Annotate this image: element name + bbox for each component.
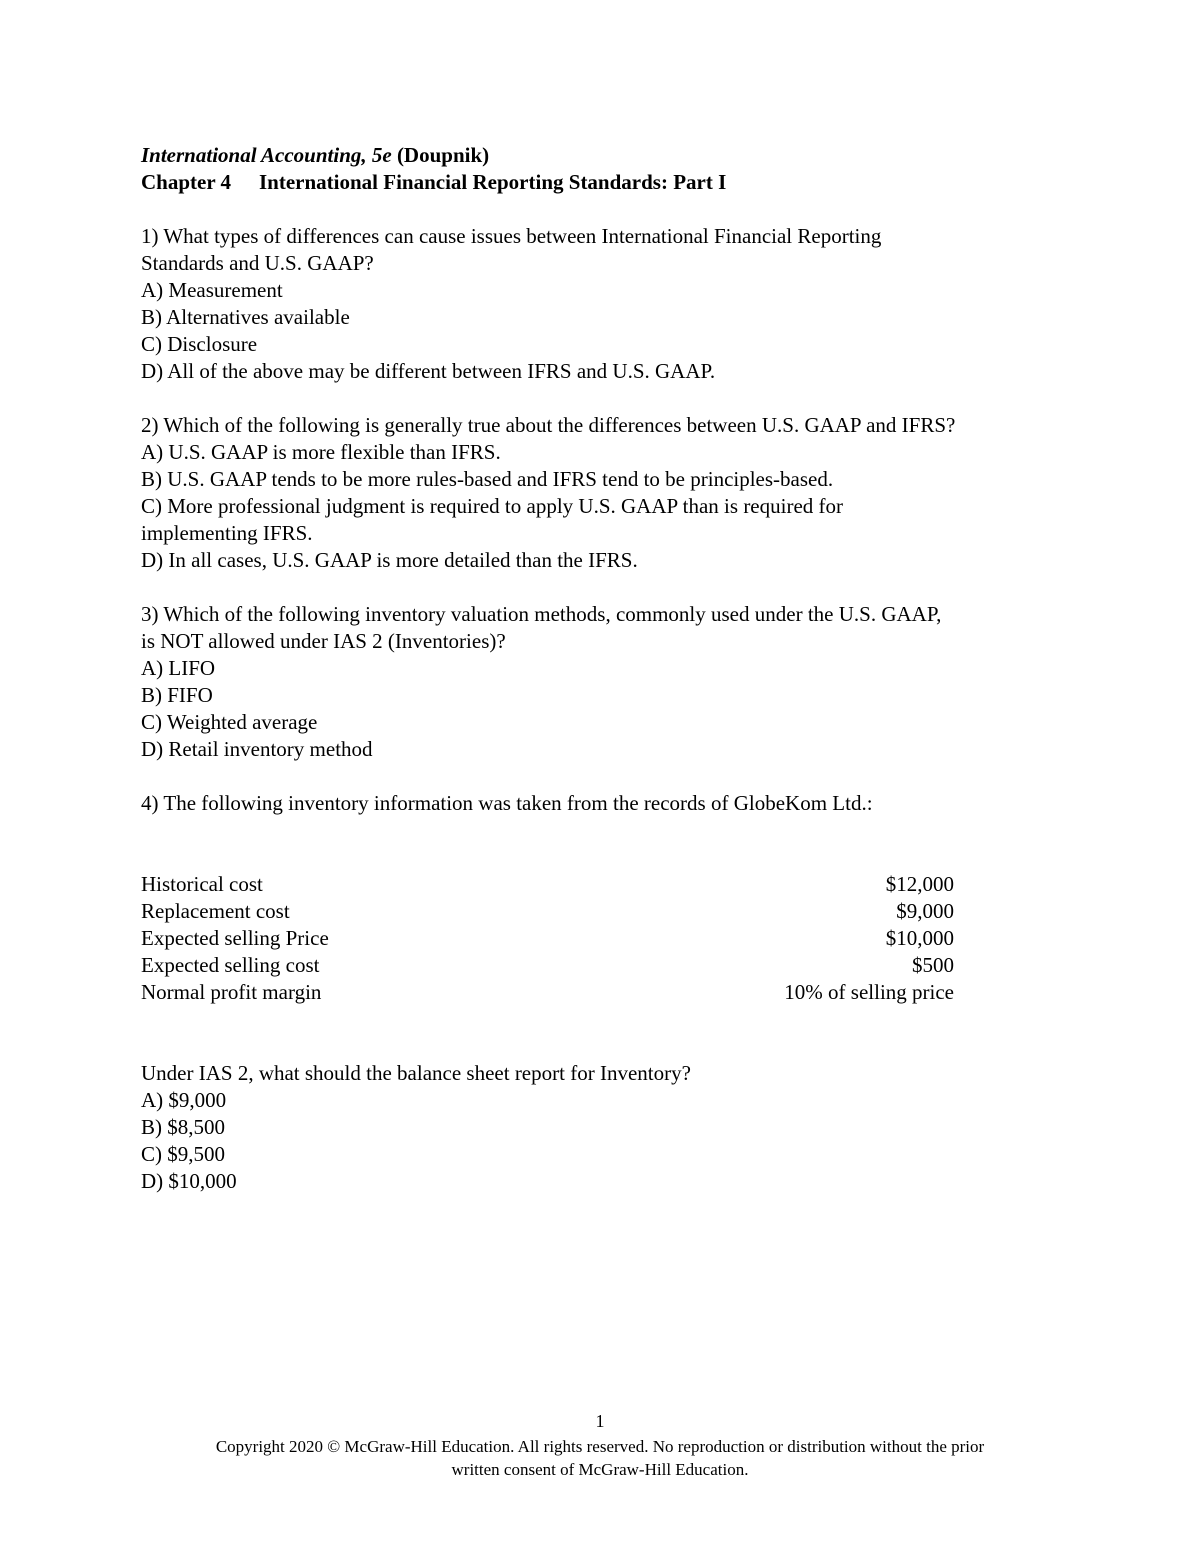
answer-option: A) $9,000 — [141, 1088, 227, 1112]
book-title-line — [141, 142, 1101, 169]
inventory-table — [141, 871, 954, 1006]
answer-option-continuation: implementing IFRS. — [141, 521, 313, 545]
answer-option: A) LIFO — [141, 656, 216, 680]
row-value: $10,000 — [885, 926, 954, 950]
answer-option: A) U.S. GAAP is more flexible than IFRS. — [141, 440, 501, 464]
row-label: Replacement cost — [141, 899, 290, 923]
table-row — [141, 925, 954, 952]
table-row — [141, 952, 954, 979]
question-followup: Under IAS 2, what should the balance sheet report for Inventory? — [141, 1061, 691, 1085]
question-1 — [141, 223, 1101, 385]
answer-option: B) U.S. GAAP tends to be more rules-based and IFRS tend to be principles-based. — [141, 467, 834, 491]
chapter-label: Chapter 4 — [141, 170, 232, 194]
book-title: International Accounting, 5e — [141, 143, 392, 167]
copyright-notice-continued: written consent of McGraw-Hill Education. — [451, 1460, 749, 1479]
question-stem: Standards and U.S. GAAP? — [141, 251, 374, 275]
page-number: 1 — [595, 1411, 605, 1431]
answer-option: D) All of the above may be different between IFRS and U.S. GAAP. — [141, 359, 716, 383]
row-value: $9,000 — [896, 899, 954, 923]
chapter-title: International Financial Reporting Standards: Part I — [259, 170, 727, 194]
chapter-heading — [141, 169, 1101, 196]
answer-option: D) $10,000 — [141, 1169, 237, 1193]
table-row — [141, 871, 954, 898]
question-stem: 4) The following inventory information was taken from the records of GlobeKom Ltd.: — [141, 791, 873, 815]
document-body — [141, 142, 1101, 1195]
copyright-notice: Copyright 2020 © McGraw-Hill Education. All rights reserved. No reproduction or distribution without the prior — [215, 1437, 985, 1456]
row-value: 10% of selling price — [784, 980, 954, 1004]
answer-option: D) Retail inventory method — [141, 737, 373, 761]
question-stem: 3) Which of the following inventory valuation methods, commonly used under the U.S. GAAP, — [141, 602, 942, 626]
question-3 — [141, 601, 1101, 763]
question-4 — [141, 790, 1101, 1195]
answer-option: C) Disclosure — [141, 332, 258, 356]
question-stem: is NOT allowed under IAS 2 (Inventories)? — [141, 629, 506, 653]
answer-option: C) More professional judgment is required to apply U.S. GAAP than is required for — [141, 494, 844, 518]
answer-option: A) Measurement — [141, 278, 283, 302]
question-stem: 1) What types of differences can cause issues between International Financial Reporting — [141, 224, 882, 248]
row-value: $500 — [912, 953, 954, 977]
row-value: $12,000 — [885, 872, 954, 896]
row-label: Expected selling Price — [141, 926, 329, 950]
answer-option: D) In all cases, U.S. GAAP is more detailed than the IFRS. — [141, 548, 638, 572]
page-footer — [0, 1410, 1200, 1481]
question-2 — [141, 412, 1101, 574]
row-label: Expected selling cost — [141, 953, 320, 977]
answer-option: B) FIFO — [141, 683, 213, 707]
answer-option: C) $9,500 — [141, 1142, 225, 1166]
answer-option: B) Alternatives available — [141, 305, 350, 329]
table-row — [141, 979, 954, 1006]
row-label: Historical cost — [141, 872, 263, 896]
answer-option: B) $8,500 — [141, 1115, 225, 1139]
table-row — [141, 898, 954, 925]
question-stem: 2) Which of the following is generally true about the differences between U.S. GAAP and IFRS? — [141, 413, 956, 437]
book-author: (Doupnik) — [396, 143, 490, 167]
row-label: Normal profit margin — [141, 980, 322, 1004]
answer-option: C) Weighted average — [141, 710, 318, 734]
